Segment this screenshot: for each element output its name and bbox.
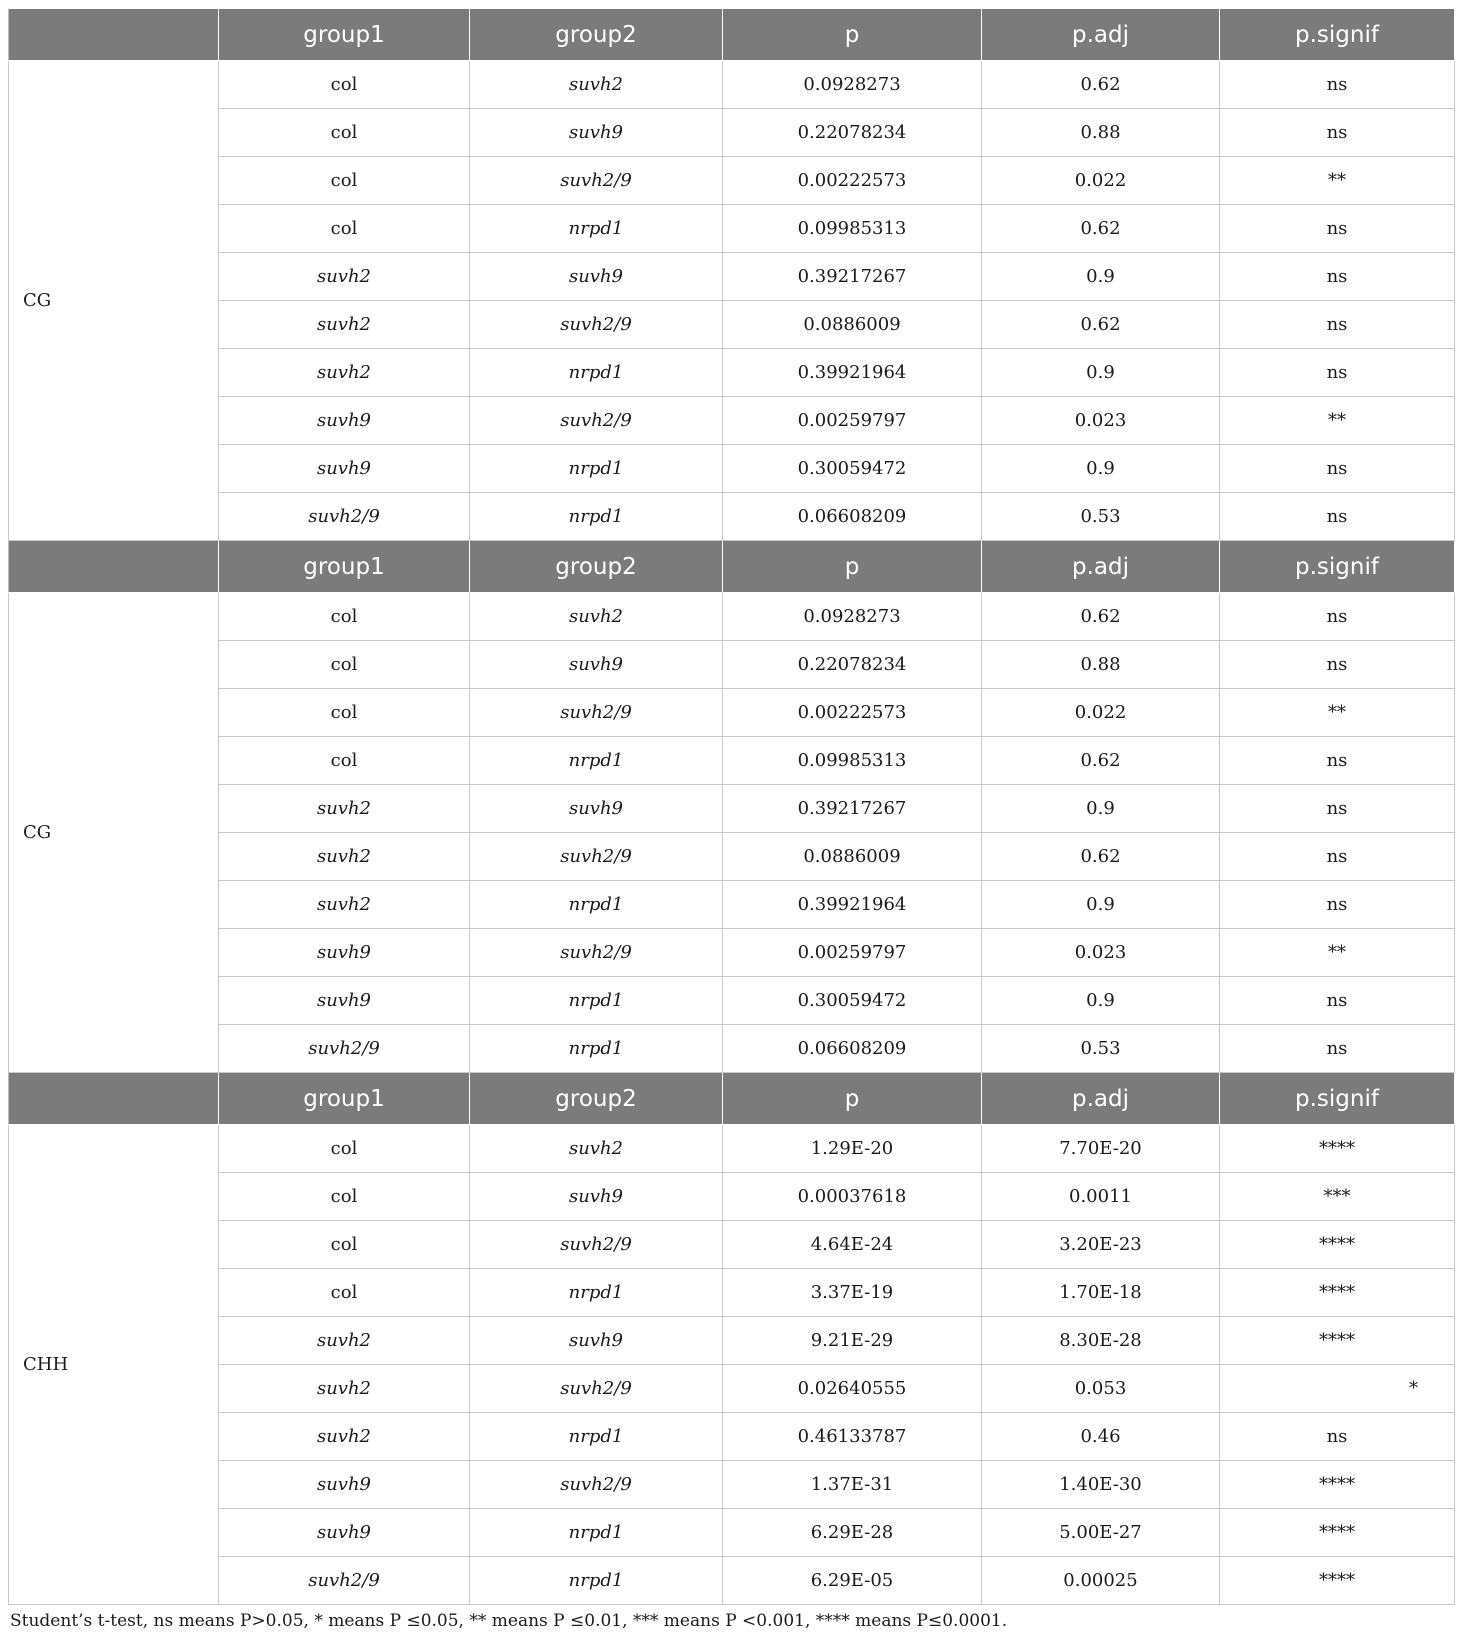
column-header-p-signif: p.signif <box>1220 541 1455 593</box>
p-signif-cell: ** <box>1220 157 1455 205</box>
group1-cell: suvh2 <box>219 833 470 881</box>
group2-cell: suvh2/9 <box>470 1365 723 1413</box>
group2-cell: nrpd1 <box>470 1269 723 1317</box>
table-row <box>9 1509 1455 1557</box>
group1-cell: suvh2/9 <box>219 1557 470 1605</box>
section-header-row <box>9 541 1455 593</box>
t-test-results-table <box>8 8 1455 1605</box>
column-header-p: p <box>723 541 982 593</box>
p-signif-cell: ns <box>1220 301 1455 349</box>
p-value-cell: 0.0928273 <box>723 61 982 109</box>
group2-cell: suvh9 <box>470 785 723 833</box>
p-adj-cell: 0.022 <box>982 689 1220 737</box>
group1-cell: col <box>219 593 470 641</box>
group1-cell: col <box>219 1173 470 1221</box>
p-value-cell: 0.00222573 <box>723 157 982 205</box>
column-header-group2: group2 <box>470 9 723 61</box>
p-value-cell: 0.39217267 <box>723 253 982 301</box>
table-row <box>9 929 1455 977</box>
group1-cell: col <box>219 109 470 157</box>
p-adj-cell: 0.9 <box>982 253 1220 301</box>
p-adj-cell: 7.70E-20 <box>982 1125 1220 1173</box>
p-adj-cell: 1.40E-30 <box>982 1461 1220 1509</box>
p-signif-cell: **** <box>1220 1461 1455 1509</box>
table-row <box>9 301 1455 349</box>
p-value-cell: 4.64E-24 <box>723 1221 982 1269</box>
p-value-cell: 0.30059472 <box>723 977 982 1025</box>
table-row <box>9 109 1455 157</box>
p-value-cell: 0.22078234 <box>723 641 982 689</box>
p-adj-cell: 0.9 <box>982 881 1220 929</box>
group2-cell: nrpd1 <box>470 493 723 541</box>
p-adj-cell: 0.46 <box>982 1413 1220 1461</box>
column-header-p-signif: p.signif <box>1220 1073 1455 1125</box>
group2-cell: suvh2/9 <box>470 833 723 881</box>
p-adj-cell: 0.62 <box>982 833 1220 881</box>
p-adj-cell: 0.053 <box>982 1365 1220 1413</box>
table-row <box>9 61 1455 109</box>
p-signif-cell: **** <box>1220 1269 1455 1317</box>
group2-cell: suvh9 <box>470 253 723 301</box>
p-signif-cell: ns <box>1220 205 1455 253</box>
section-header-row <box>9 1073 1455 1125</box>
p-signif-cell: ns <box>1220 349 1455 397</box>
p-value-cell: 0.09985313 <box>723 737 982 785</box>
p-adj-cell: 0.9 <box>982 349 1220 397</box>
results-document <box>8 8 1454 1631</box>
p-value-cell: 0.00259797 <box>723 929 982 977</box>
table-row <box>9 593 1455 641</box>
p-adj-cell: 0.62 <box>982 205 1220 253</box>
p-adj-cell: 1.70E-18 <box>982 1269 1220 1317</box>
column-header-p-adj: p.adj <box>982 9 1220 61</box>
group2-cell: nrpd1 <box>470 1557 723 1605</box>
table-row <box>9 253 1455 301</box>
group2-cell: nrpd1 <box>470 1413 723 1461</box>
group1-cell: col <box>219 157 470 205</box>
column-header-group1: group1 <box>219 1073 470 1125</box>
table-row <box>9 1173 1455 1221</box>
p-signif-cell: ** <box>1220 689 1455 737</box>
p-adj-cell: 0.00025 <box>982 1557 1220 1605</box>
group2-cell: nrpd1 <box>470 737 723 785</box>
table-row <box>9 1269 1455 1317</box>
group1-cell: suvh9 <box>219 977 470 1025</box>
p-adj-cell: 8.30E-28 <box>982 1317 1220 1365</box>
p-adj-cell: 0.023 <box>982 397 1220 445</box>
p-value-cell: 0.46133787 <box>723 1413 982 1461</box>
p-value-cell: 0.06608209 <box>723 493 982 541</box>
group1-cell: suvh2 <box>219 1365 470 1413</box>
p-signif-cell: **** <box>1220 1557 1455 1605</box>
p-signif-cell: ns <box>1220 785 1455 833</box>
group2-cell: suvh2/9 <box>470 157 723 205</box>
table-row <box>9 881 1455 929</box>
p-adj-cell: 0.9 <box>982 445 1220 493</box>
p-value-cell: 0.0886009 <box>723 833 982 881</box>
p-value-cell: 1.37E-31 <box>723 1461 982 1509</box>
group2-cell: suvh2/9 <box>470 689 723 737</box>
group2-cell: suvh2 <box>470 61 723 109</box>
p-signif-cell: ns <box>1220 881 1455 929</box>
column-header-p-adj: p.adj <box>982 541 1220 593</box>
column-header-group2: group2 <box>470 541 723 593</box>
group1-cell: suvh2 <box>219 785 470 833</box>
p-value-cell: 0.39217267 <box>723 785 982 833</box>
p-signif-cell: ns <box>1220 253 1455 301</box>
p-adj-cell: 0.023 <box>982 929 1220 977</box>
table-row <box>9 349 1455 397</box>
group2-cell: nrpd1 <box>470 445 723 493</box>
p-adj-cell: 0.62 <box>982 61 1220 109</box>
p-value-cell: 0.06608209 <box>723 1025 982 1073</box>
context-label: CG <box>9 593 219 1073</box>
p-value-cell: 0.0928273 <box>723 593 982 641</box>
p-signif-cell: ns <box>1220 1025 1455 1073</box>
header-blank-cell <box>9 541 219 593</box>
group2-cell: suvh9 <box>470 1317 723 1365</box>
group2-cell: nrpd1 <box>470 1509 723 1557</box>
group1-cell: suvh2 <box>219 1317 470 1365</box>
table-row <box>9 445 1455 493</box>
group1-cell: col <box>219 641 470 689</box>
p-signif-cell: **** <box>1220 1509 1455 1557</box>
p-adj-cell: 0.88 <box>982 641 1220 689</box>
group1-cell: suvh2 <box>219 253 470 301</box>
table-row <box>9 1557 1455 1605</box>
p-value-cell: 0.00259797 <box>723 397 982 445</box>
table-footnote: Student’s t-test, ns means P>0.05, * means P ≤0.05, ** means P ≤0.01, *** means P <0.001, **** means P≤0.0001. <box>10 1611 1008 1631</box>
p-signif-cell: ** <box>1220 397 1455 445</box>
p-value-cell: 0.39921964 <box>723 881 982 929</box>
context-label: CG <box>9 61 219 541</box>
table-body <box>9 9 1455 1605</box>
column-header-group1: group1 <box>219 541 470 593</box>
p-value-cell: 0.09985313 <box>723 205 982 253</box>
p-signif-cell: ns <box>1220 61 1455 109</box>
group1-cell: col <box>219 1125 470 1173</box>
p-signif-cell: **** <box>1220 1221 1455 1269</box>
table-row <box>9 1125 1455 1173</box>
context-label: CHH <box>9 1125 219 1605</box>
group1-cell: col <box>219 689 470 737</box>
group2-cell: nrpd1 <box>470 881 723 929</box>
p-signif-cell: ** <box>1220 929 1455 977</box>
table-row <box>9 833 1455 881</box>
group2-cell: suvh2 <box>470 593 723 641</box>
group1-cell: suvh2 <box>219 1413 470 1461</box>
group2-cell: nrpd1 <box>470 349 723 397</box>
group1-cell: suvh2/9 <box>219 493 470 541</box>
group2-cell: nrpd1 <box>470 205 723 253</box>
table-row <box>9 493 1455 541</box>
p-adj-cell: 0.88 <box>982 109 1220 157</box>
p-signif-cell: ns <box>1220 109 1455 157</box>
p-adj-cell: 0.62 <box>982 301 1220 349</box>
p-signif-cell: ns <box>1220 1413 1455 1461</box>
group2-cell: nrpd1 <box>470 977 723 1025</box>
p-signif-cell: ns <box>1220 493 1455 541</box>
group2-cell: suvh2/9 <box>470 1221 723 1269</box>
p-signif-cell: * <box>1220 1365 1455 1413</box>
table-row <box>9 641 1455 689</box>
group1-cell: col <box>219 1269 470 1317</box>
p-adj-cell: 0.62 <box>982 737 1220 785</box>
p-adj-cell: 0.022 <box>982 157 1220 205</box>
p-signif-cell: ns <box>1220 977 1455 1025</box>
p-signif-cell: ns <box>1220 737 1455 785</box>
p-signif-cell: ns <box>1220 445 1455 493</box>
column-header-p: p <box>723 1073 982 1125</box>
group2-cell: suvh2/9 <box>470 1461 723 1509</box>
group1-cell: col <box>219 737 470 785</box>
table-row <box>9 785 1455 833</box>
p-value-cell: 0.02640555 <box>723 1365 982 1413</box>
group1-cell: suvh2 <box>219 301 470 349</box>
group1-cell: suvh9 <box>219 397 470 445</box>
p-signif-cell: ns <box>1220 593 1455 641</box>
table-row <box>9 1413 1455 1461</box>
group1-cell: suvh9 <box>219 445 470 493</box>
group2-cell: suvh2/9 <box>470 397 723 445</box>
table-row <box>9 157 1455 205</box>
group2-cell: suvh9 <box>470 109 723 157</box>
p-adj-cell: 0.53 <box>982 493 1220 541</box>
p-value-cell: 0.00037618 <box>723 1173 982 1221</box>
column-header-p-adj: p.adj <box>982 1073 1220 1125</box>
group2-cell: suvh9 <box>470 641 723 689</box>
p-value-cell: 1.29E-20 <box>723 1125 982 1173</box>
p-value-cell: 0.39921964 <box>723 349 982 397</box>
p-value-cell: 6.29E-28 <box>723 1509 982 1557</box>
p-adj-cell: 0.62 <box>982 593 1220 641</box>
group1-cell: col <box>219 205 470 253</box>
group2-cell: suvh2 <box>470 1125 723 1173</box>
group1-cell: suvh9 <box>219 1461 470 1509</box>
p-value-cell: 0.00222573 <box>723 689 982 737</box>
header-blank-cell <box>9 9 219 61</box>
group2-cell: suvh2/9 <box>470 301 723 349</box>
p-adj-cell: 0.9 <box>982 977 1220 1025</box>
group2-cell: suvh2/9 <box>470 929 723 977</box>
header-blank-cell <box>9 1073 219 1125</box>
p-value-cell: 0.30059472 <box>723 445 982 493</box>
p-signif-cell: **** <box>1220 1125 1455 1173</box>
table-row <box>9 397 1455 445</box>
section-header-row <box>9 9 1455 61</box>
p-value-cell: 9.21E-29 <box>723 1317 982 1365</box>
table-row <box>9 737 1455 785</box>
group1-cell: suvh9 <box>219 929 470 977</box>
p-adj-cell: 0.9 <box>982 785 1220 833</box>
table-row <box>9 1365 1455 1413</box>
table-row <box>9 205 1455 253</box>
p-adj-cell: 0.0011 <box>982 1173 1220 1221</box>
column-header-group2: group2 <box>470 1073 723 1125</box>
table-row <box>9 689 1455 737</box>
column-header-p-signif: p.signif <box>1220 9 1455 61</box>
table-row <box>9 1317 1455 1365</box>
p-value-cell: 3.37E-19 <box>723 1269 982 1317</box>
column-header-group1: group1 <box>219 9 470 61</box>
p-value-cell: 0.22078234 <box>723 109 982 157</box>
p-adj-cell: 5.00E-27 <box>982 1509 1220 1557</box>
p-adj-cell: 3.20E-23 <box>982 1221 1220 1269</box>
p-value-cell: 0.0886009 <box>723 301 982 349</box>
group1-cell: suvh2/9 <box>219 1025 470 1073</box>
p-value-cell: 6.29E-05 <box>723 1557 982 1605</box>
p-signif-cell: ns <box>1220 833 1455 881</box>
p-signif-cell: *** <box>1220 1173 1455 1221</box>
p-adj-cell: 0.53 <box>982 1025 1220 1073</box>
table-row <box>9 1025 1455 1073</box>
table-row <box>9 977 1455 1025</box>
group1-cell: col <box>219 61 470 109</box>
table-row <box>9 1221 1455 1269</box>
group1-cell: suvh2 <box>219 349 470 397</box>
column-header-p: p <box>723 9 982 61</box>
p-signif-cell: **** <box>1220 1317 1455 1365</box>
group2-cell: nrpd1 <box>470 1025 723 1073</box>
group1-cell: col <box>219 1221 470 1269</box>
group2-cell: suvh9 <box>470 1173 723 1221</box>
group1-cell: suvh9 <box>219 1509 470 1557</box>
group1-cell: suvh2 <box>219 881 470 929</box>
table-row <box>9 1461 1455 1509</box>
p-signif-cell: ns <box>1220 641 1455 689</box>
